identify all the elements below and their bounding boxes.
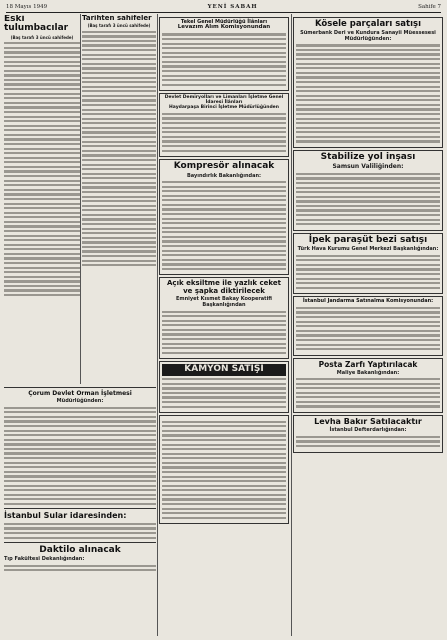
ad-title-jandarma: İstanbul Jandarma Satınalma Komisyonundan: (302, 298, 434, 305)
issue-date: 18 Mayıs 1949 (6, 4, 48, 10)
ad-headline-levazim: Levazım Alım Komisyonundan (177, 24, 271, 31)
ad-title-daktilo: Daktilo alınacak (39, 544, 121, 555)
page-number: Sahife 7 (418, 4, 441, 10)
ad-title-sular: İstanbul Sular idaresinden: (4, 511, 127, 521)
ad-subtitle-bayindirlik: Bayındırlık Bakanlığından: (186, 172, 262, 179)
ad-subtitle-samsun: Samsun Valiliğinden: (332, 163, 404, 171)
ad-title-kosele: Kösele parçaları satışı (315, 19, 421, 29)
article-title-tulumbacilar: Eski tulumbacılar (4, 15, 69, 34)
ad-subtitle-emniyet: Emniyet Kısmet Bakay Kooperatifi Başkanlığından (176, 296, 272, 309)
page-header (6, 2, 441, 12)
masthead: YENİ SABAH (207, 4, 258, 10)
ad-subtitle-turk-hava: Türk Hava Kurumu Genel Merkezi Başkanlığından: (297, 246, 439, 253)
article-subtitle-2: (Baş tarafı 3 üncü sahifede) (87, 23, 151, 29)
ad-subtitle-istanbul: İstanbul Defterdarlığından: (329, 427, 407, 434)
ad-subtitle-daktilo: Tıp Fakültesi Dekanlığından: (4, 556, 85, 563)
ad-headline-haydarpasa: Haydarpaşa Birinci İşletme Müdürlüğünden (169, 104, 279, 110)
ad-title-kompresor: Kompresör alınacak (173, 161, 275, 172)
header-rule (6, 12, 441, 13)
ad-title-corum: Çorum Devlet Orman İşletmesi (28, 390, 132, 397)
ad-title-posta: Posta Zarfı Yaptırılacak (318, 359, 418, 369)
ad-title-demiryollari: Devlet Demiryolları ve Limanları İşletme Genel İdaresi İlânları (164, 95, 284, 106)
ad-subtitle-maliye: Maliye Bakanlığından: (336, 369, 400, 376)
right-column (293, 15, 443, 636)
ad-title-ipek: İpek paraşüt bezi satışı (308, 234, 428, 245)
ad-title-kamyon: KAMYON SATIŞI (162, 364, 286, 375)
ad-title-levha: Levha Bakır Satılacaktır (314, 416, 422, 426)
ad-subtitle-corum: Müdürlüğünden: (56, 398, 104, 405)
article-title-tarihten: Tarihten sahifeler (82, 15, 152, 22)
bottom-left-block (4, 384, 156, 636)
middle-column (159, 15, 289, 636)
ad-title-stabilize: Stabilize yol inşası (320, 152, 416, 163)
ad-subtitle-sumerbank: Sümerbank Deri ve Kundura Sanayii Müessesesi Müdürlüğünden: (300, 29, 436, 42)
ad-title-acik-eksiltme: Açık eksiltme ile yazlık ceket ve şapka diktirilecek (167, 279, 281, 295)
article-subtitle: (Baş tarafı 3 üncü sahifede) (10, 34, 74, 40)
ad-title-tekel: Tekel Genel Müdürlüğü İlânları (180, 19, 268, 25)
